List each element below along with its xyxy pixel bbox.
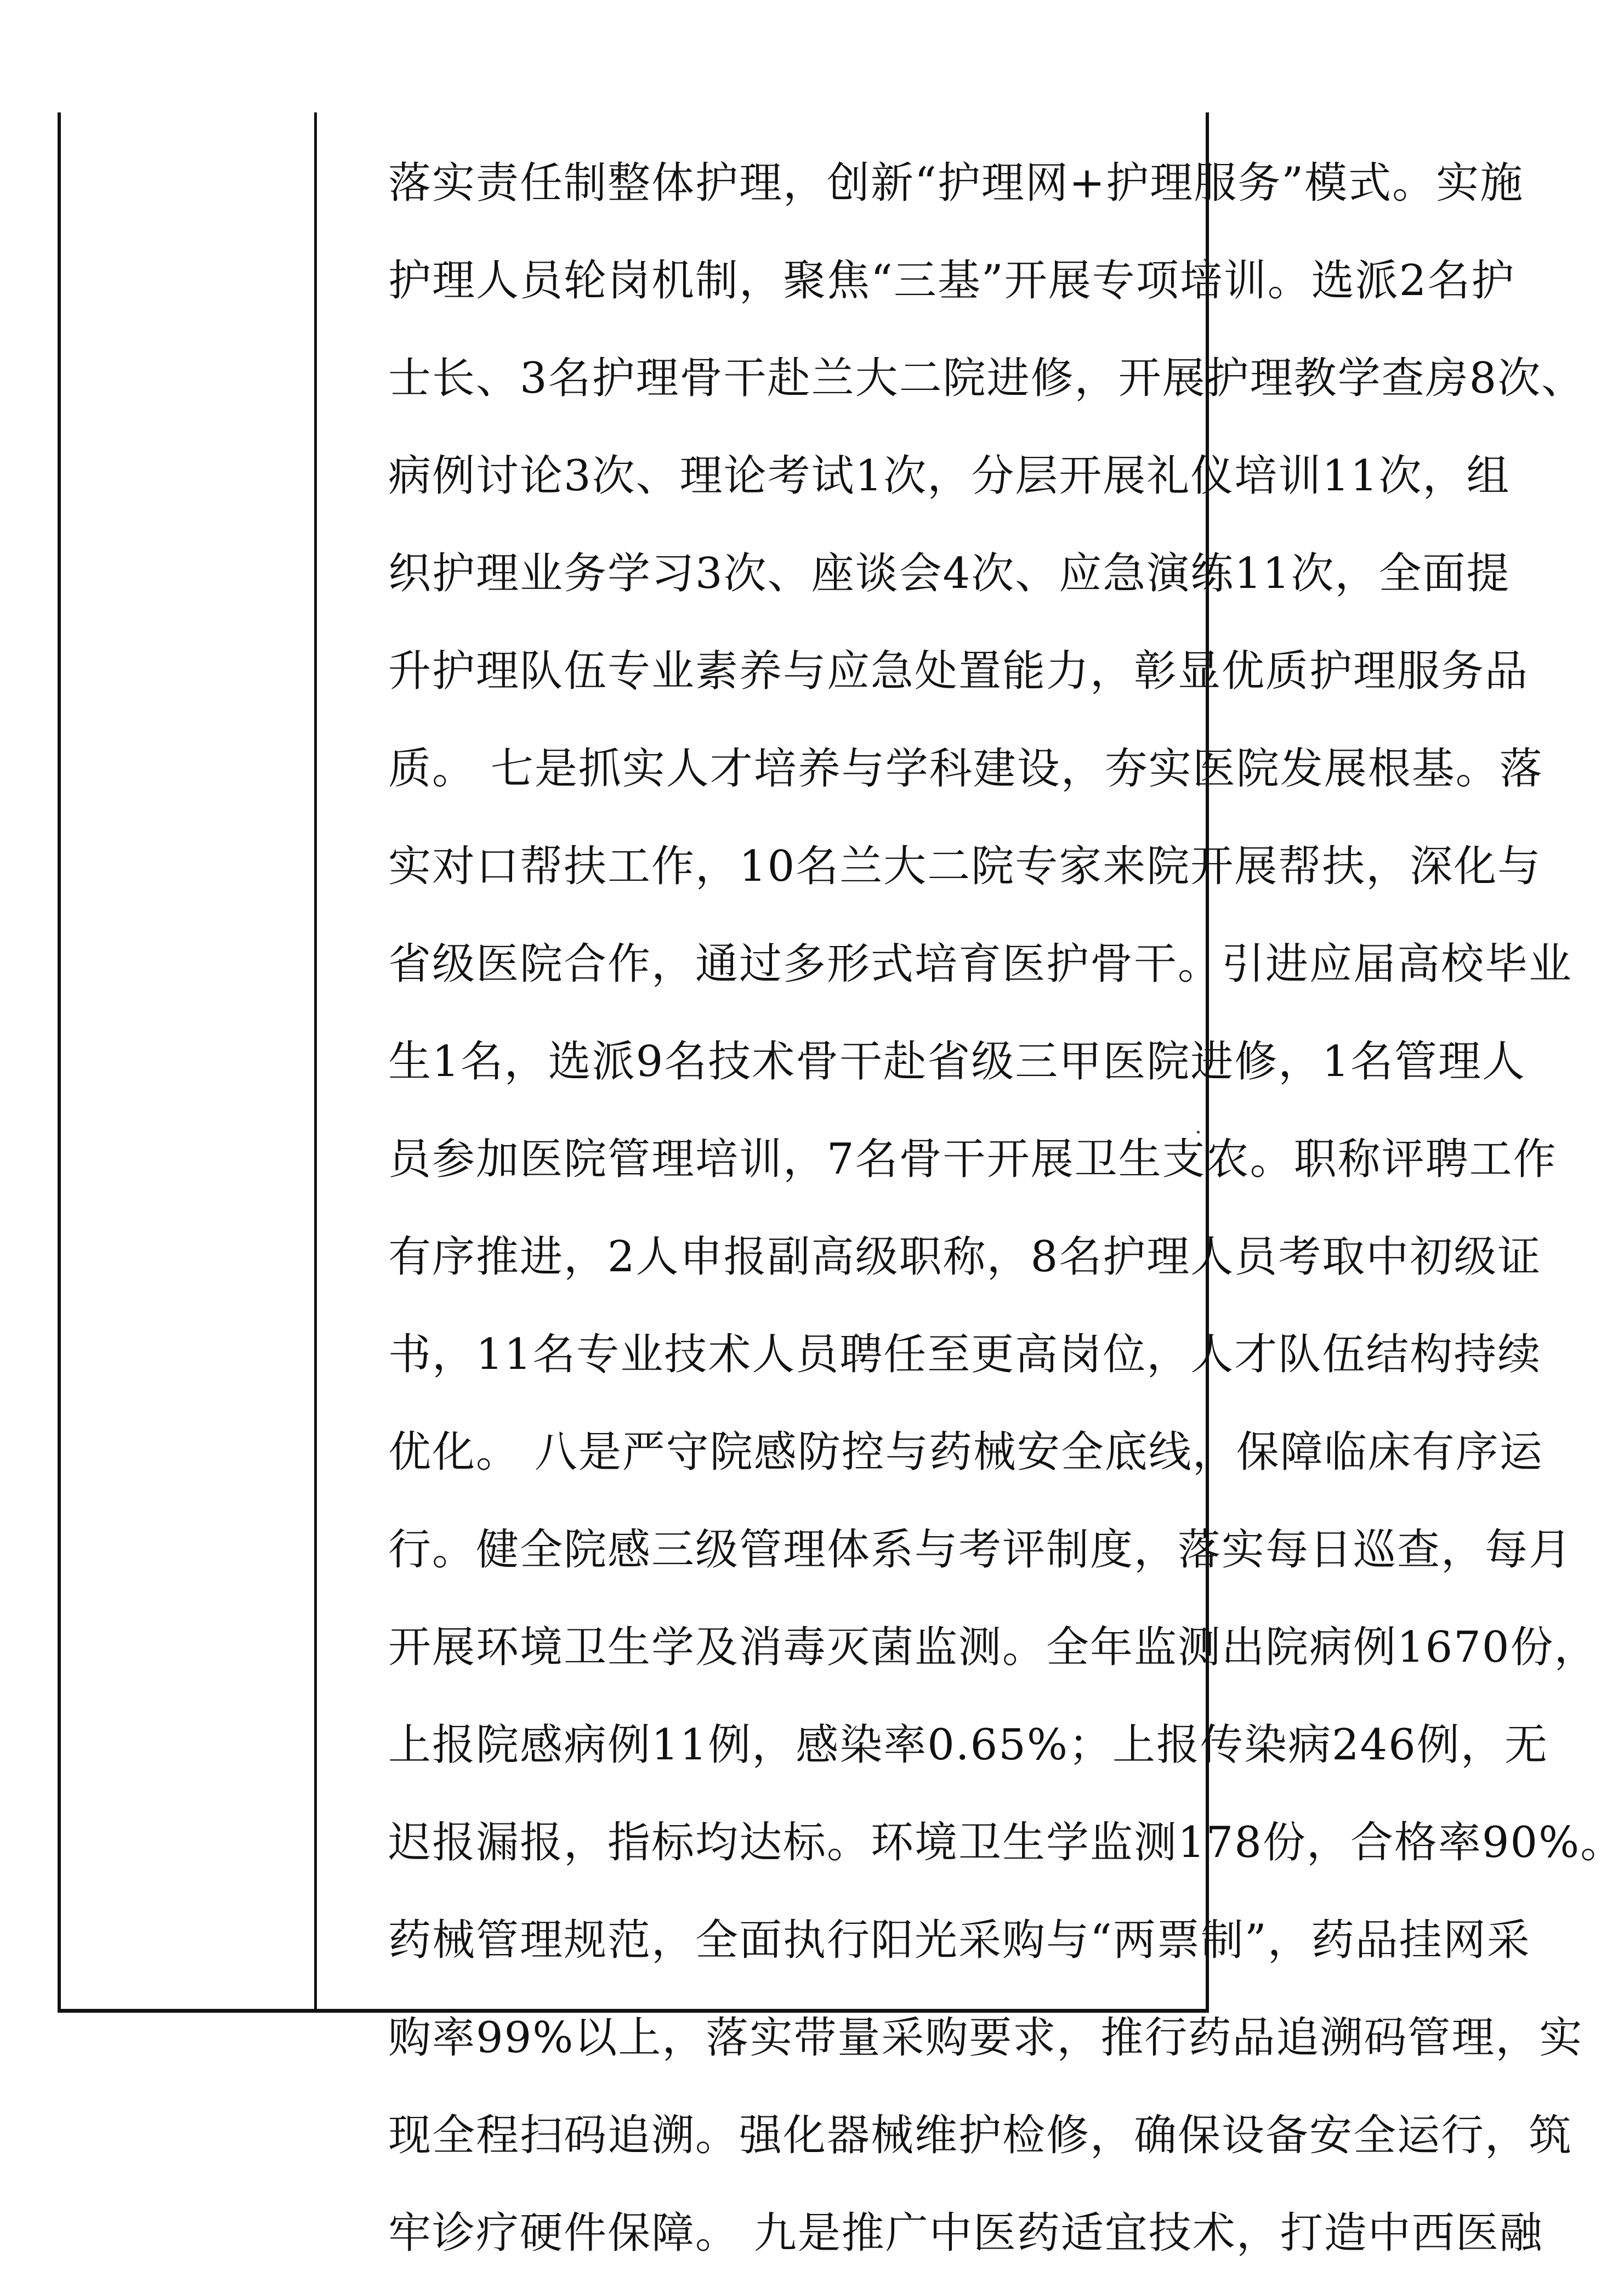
- text-line: 实对口帮扶工作，10名兰大二院专家来院开展帮扶，深化与: [388, 842, 1542, 891]
- text-line: 开展环境卫生学及消毒灭菌监测。全年监测出院病例1670份，: [388, 1623, 1598, 1672]
- text-line: 病例讨论3次、理论考试1次，分层开展礼仪培训11次，组: [388, 451, 1511, 501]
- text-line: 士长、3名护理骨干赴兰大二院进修，开展护理教学查房8次、: [388, 354, 1586, 403]
- text-line: 落实责任制整体护理，创新“护理网+护理服务”模式。实施: [388, 158, 1524, 208]
- text-line: 生1名，选派9名技术骨干赴省级三甲医院进修，1名管理人: [388, 1037, 1526, 1086]
- text-line: 护理人员轮岗机制，聚焦“三基”开展专项培训。选派2名护: [388, 256, 1515, 305]
- text-line: 书，11名专业技术人员聘任至更高岗位，人才队伍结构持续: [388, 1330, 1542, 1379]
- right-column-cell: [317, 112, 1624, 2258]
- scan-speck: [1197, 1131, 1200, 1134]
- text-line: 员参加医院管理培训，7名骨干开展卫生支农。职称评聘工作: [388, 1135, 1557, 1184]
- table-frame: [58, 112, 1624, 2258]
- text-line: 行。健全院感三级管理体系与考评制度，落实每日巡查，每月: [388, 1525, 1573, 1575]
- text-line: 省级医院合作，通过多形式培育医护骨干。引进应届高校毕业: [388, 939, 1573, 989]
- text-line: 质。 七是抓实人才培养与学科建设，夯实医院发展根基。落: [388, 744, 1543, 794]
- text-line: 优化。 八是严守院感防控与药械安全底线，保障临床有序运: [388, 1428, 1543, 1477]
- text-line: 购率99%以上，落实带量采购要求，推行药品追溯码管理，实: [388, 2013, 1583, 2063]
- left-column-cell: [61, 112, 317, 2009]
- body-text: [388, 134, 1624, 2282]
- text-line: 上报院感病例11例，感染率0.65%；上报传染病246例，无: [388, 1720, 1548, 1770]
- text-line: 牢诊疗硬件保障。 九是推广中医药适宜技术，打造中西医融: [388, 2209, 1543, 2258]
- text-line: 有序推进，2人申报副高级职称，8名护理人员考取中初级证: [388, 1232, 1542, 1282]
- text-line: 织护理业务学习3次、座谈会4次、应急演练11次，全面提: [388, 549, 1511, 598]
- text-line: 现全程扫码追溯。强化器械维护检修，确保设备安全运行，筑: [388, 2111, 1573, 2160]
- text-line: 迟报漏报，指标均达标。环境卫生学监测178份，合格率90%。: [388, 1818, 1624, 1867]
- text-line: 药械管理规范，全面执行阳光采购与“两票制”，药品挂网采: [388, 1916, 1531, 1965]
- text-line: 升护理队伍专业素养与应急处置能力，彰显优质护理服务品: [388, 647, 1529, 696]
